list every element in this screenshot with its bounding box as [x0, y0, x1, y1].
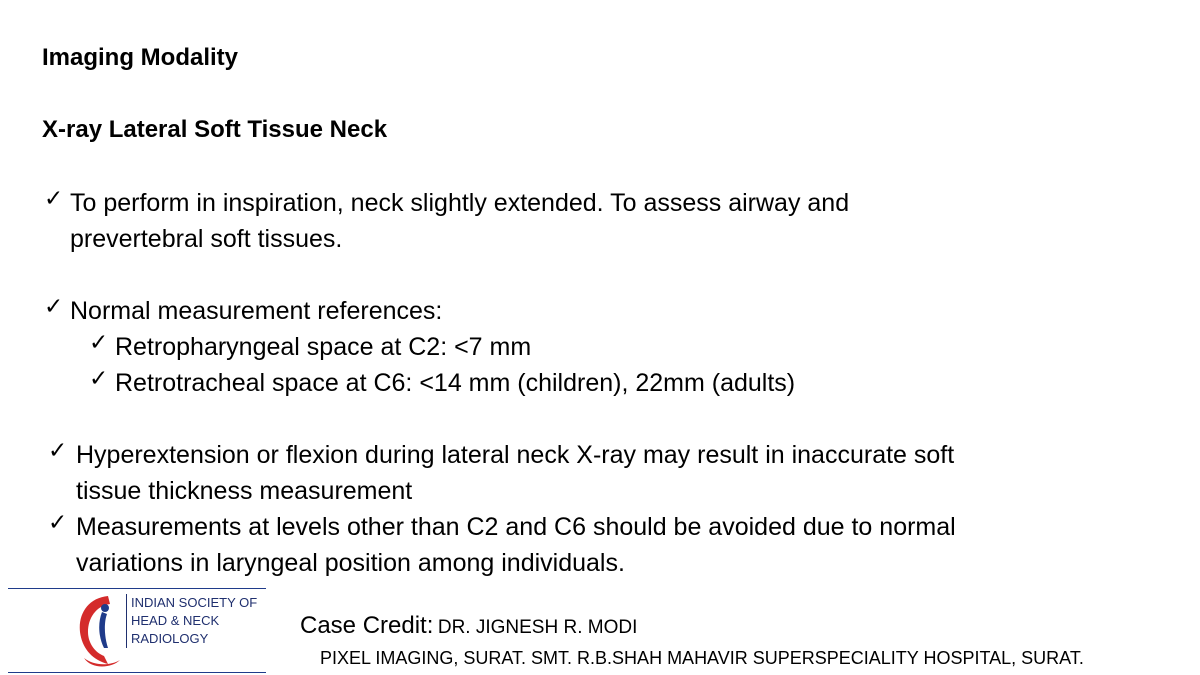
bullet-1-line-2: prevertebral soft tissues. — [70, 225, 343, 253]
bullet-1-line-1: To perform in inspiration, neck slightly extended. To assess airway and — [70, 189, 850, 217]
slide-title: Imaging Modality — [42, 44, 239, 71]
check-mark-icon: ✓ — [48, 510, 68, 536]
case-credit-label: Case Credit: — [300, 612, 434, 639]
logo-top-rule — [8, 588, 266, 589]
bullet-4-line-2: variations in laryngeal position among individuals. — [76, 549, 625, 577]
check-mark-icon: ✓ — [44, 186, 64, 212]
bullet-3-line-1: Hyperextension or flexion during lateral neck X-ray may result in inaccurate soft — [76, 441, 955, 469]
check-mark-icon: ✓ — [48, 438, 68, 464]
logo-line-2: HEAD & NECK — [131, 613, 220, 628]
bullet-3-line-2: tissue thickness measurement — [76, 477, 413, 505]
logo-bottom-rule — [8, 672, 266, 673]
logo-line-3: RADIOLOGY — [131, 631, 209, 646]
case-credit-hospital: PIXEL IMAGING, SURAT. SMT. R.B.SHAH MAHAVIR SUPERSPECIALITY HOSPITAL, SURAT. — [320, 648, 1084, 668]
bullet-2-sub-1: Retropharyngeal space at C2: <7 mm — [115, 333, 532, 361]
check-mark-icon: ✓ — [89, 366, 109, 392]
bullet-4-line-1: Measurements at levels other than C2 and C6 should be avoided due to normal — [76, 513, 956, 541]
bullet-2-sub-2: Retrotracheal space at C6: <14 mm (children), 22mm (adults) — [115, 369, 796, 397]
logo-text — [126, 594, 257, 648]
logo-line-1: INDIAN SOCIETY OF — [131, 595, 258, 610]
check-mark-icon: ✓ — [89, 330, 109, 356]
case-credit-name: DR. JIGNESH R. MODI — [437, 617, 638, 638]
head-neck-profile-icon — [74, 592, 124, 668]
check-mark-icon: ✓ — [44, 294, 64, 320]
slide-subtitle: X-ray Lateral Soft Tissue Neck — [42, 116, 388, 143]
case-credit — [300, 612, 637, 640]
bullet-2-label: Normal measurement references: — [70, 297, 443, 325]
